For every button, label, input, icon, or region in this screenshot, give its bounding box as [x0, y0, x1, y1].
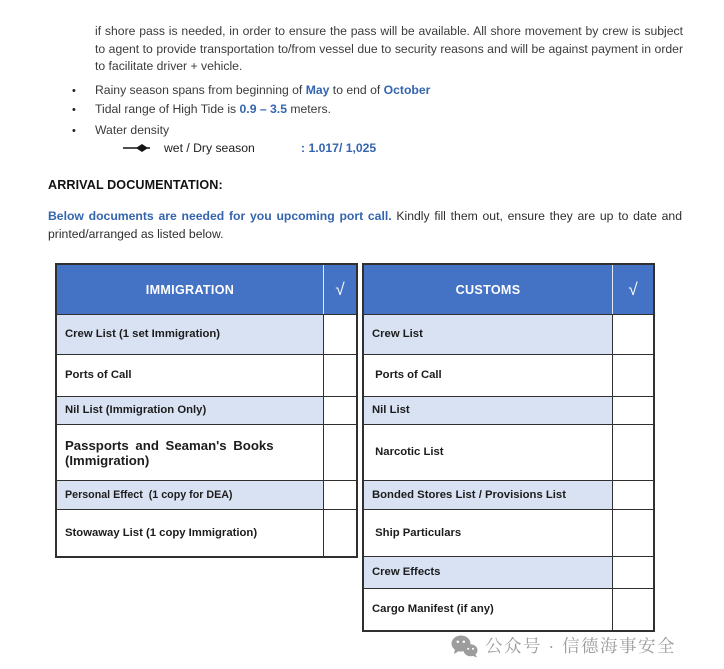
- check-cell: [324, 425, 356, 480]
- arrival-paragraph: [48, 208, 682, 243]
- arrival-lead-rest: Kindly fill them out, ensure they are up to date and printed/arranged as listed below.: [48, 209, 682, 241]
- row-label-cell: Crew List: [364, 315, 613, 354]
- table-row: [57, 509, 356, 556]
- checkmark-header-icon: √: [628, 279, 638, 299]
- table-row: [57, 354, 356, 396]
- watermark-text: 公众号 · 信德海事安全: [485, 636, 677, 656]
- season-label: wet / Dry season: [164, 141, 255, 155]
- bullet-text: Rainy season spans from beginning of: [95, 83, 306, 97]
- row-label-cell: Nil List (Immigration Only): [57, 397, 324, 424]
- row-label-cell: Narcotic List: [364, 425, 613, 480]
- table-row: [57, 424, 356, 480]
- sub-bullet-season-density: [123, 141, 376, 155]
- table-row: [364, 480, 653, 509]
- checkmark-header-icon: √: [335, 279, 345, 299]
- immigration-table: [55, 263, 358, 558]
- check-cell: [613, 557, 653, 588]
- bullet-text: to end of: [329, 83, 384, 97]
- row-label-cell: Ports of Call: [364, 355, 613, 396]
- watermark: [451, 633, 676, 658]
- bullet-text: Tidal range of High Tide is: [95, 102, 240, 116]
- table-row: [57, 396, 356, 424]
- check-cell: [613, 397, 653, 424]
- customs-table-header: [364, 265, 653, 315]
- row-label-cell: Personal Effect (1 copy for DEA): [57, 481, 324, 509]
- diamond-arrow-icon: [123, 143, 153, 153]
- table-row: [364, 509, 653, 556]
- table-row: [364, 556, 653, 588]
- check-cell: [324, 481, 356, 509]
- check-cell: [613, 355, 653, 396]
- row-label-cell: Nil List: [364, 397, 613, 424]
- table-row: [364, 354, 653, 396]
- check-cell: [324, 315, 356, 354]
- bullet-icon: •: [72, 104, 76, 116]
- row-label-cell: Bonded Stores List / Provisions List: [364, 481, 613, 509]
- check-cell: [613, 425, 653, 480]
- density-values: : 1.017/ 1,025: [301, 141, 377, 155]
- customs-table: [362, 263, 655, 632]
- check-cell: [613, 481, 653, 509]
- row-label-cell: Crew List (1 set Immigration): [57, 315, 324, 354]
- check-cell: [613, 315, 653, 354]
- bullet-icon: •: [72, 85, 76, 97]
- intro-paragraph: if shore pass is needed, in order to ensure the pass will be available. All shore movement by crew is subject to agent to provide transportation to/from vessel due to security reasons and will be against payment in order to facilitate driver + vehicle.: [95, 24, 683, 73]
- customs-header-cell: CUSTOMS: [364, 265, 613, 314]
- bullet-icon: •: [72, 125, 76, 137]
- table-row: [57, 315, 356, 354]
- table-row: [364, 396, 653, 424]
- row-label-cell: Ship Particulars: [364, 510, 613, 556]
- check-cell: [613, 589, 653, 630]
- check-cell: [324, 355, 356, 396]
- highlight-tide-range: 0.9 – 3.5: [239, 102, 287, 116]
- table-row: [364, 588, 653, 630]
- bullet-text: Water density: [95, 123, 170, 137]
- table-row: [57, 480, 356, 509]
- bullet-tidal-range: [72, 102, 331, 116]
- table-row: [364, 424, 653, 480]
- check-cell: [324, 510, 356, 556]
- bullet-water-density: [72, 123, 169, 137]
- wechat-icon: [451, 634, 478, 658]
- immigration-header-cell: IMMIGRATION: [57, 265, 324, 314]
- row-label-cell: Crew Effects: [364, 557, 613, 588]
- check-cell: [324, 397, 356, 424]
- highlight-october: October: [383, 83, 431, 97]
- bullet-text: meters.: [286, 102, 331, 116]
- arrival-documentation-heading: ARRIVAL DOCUMENTATION:: [48, 178, 223, 192]
- immigration-table-body: [57, 315, 356, 556]
- row-label-cell: Stowaway List (1 copy Immigration): [57, 510, 324, 556]
- check-cell: [613, 510, 653, 556]
- arrival-lead-blue: Below documents are needed for you upcoming port call.: [48, 209, 392, 224]
- highlight-may: May: [305, 83, 330, 97]
- table-row: [364, 315, 653, 354]
- row-label-cell: Ports of Call: [57, 355, 324, 396]
- row-label-cell: Cargo Manifest (if any): [364, 589, 613, 630]
- bullet-rainy-season: [72, 83, 430, 97]
- customs-table-body: [364, 315, 653, 630]
- row-label-cell: Passports and Seaman's Books (Immigration): [57, 425, 324, 480]
- immigration-table-header: [57, 265, 356, 315]
